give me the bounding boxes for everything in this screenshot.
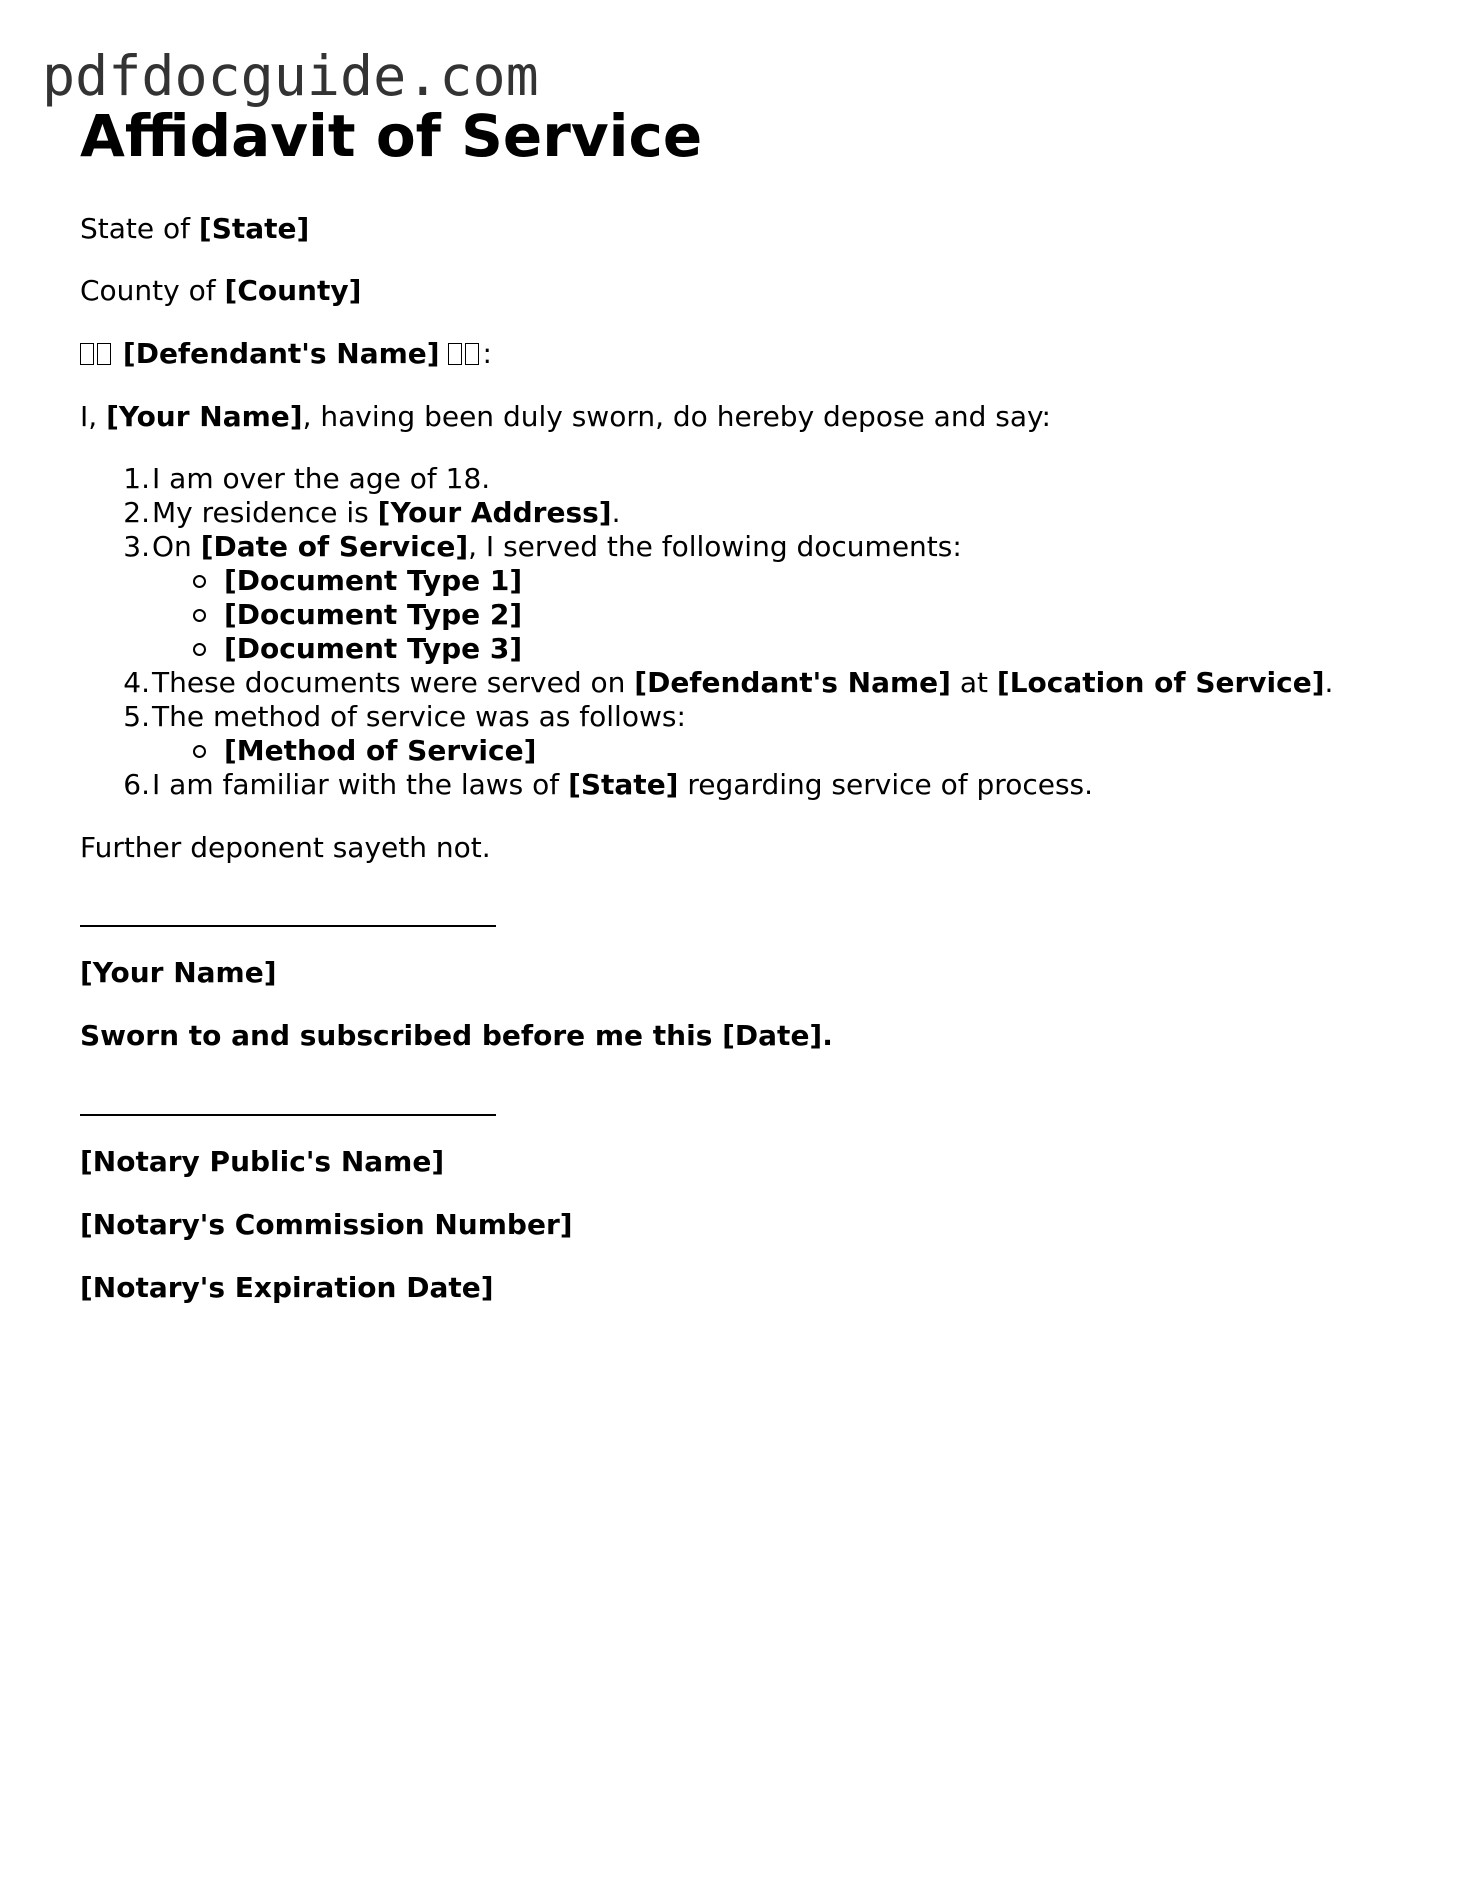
your-name-placeholder: [Your Name] <box>106 400 303 433</box>
signer-name-placeholder: [Your Name] <box>80 956 277 989</box>
missing-glyph-icon <box>97 343 111 365</box>
list-number: 1. <box>123 462 150 495</box>
circle-bullet-icon <box>193 575 206 588</box>
sworn-text: Sworn to and subscribed before me this [Date]. <box>80 1019 833 1052</box>
circle-bullet-icon <box>193 745 206 758</box>
list-item-text: The method of service was as follows: <box>152 700 686 733</box>
list-number: 2. <box>123 496 150 529</box>
list-number: 5. <box>123 700 150 733</box>
notary-expiration-placeholder: [Notary's Expiration Date] <box>80 1271 494 1304</box>
state-placeholder: [State] <box>568 768 679 801</box>
served-on-label: These documents were served on <box>152 666 635 699</box>
list-item-text <box>152 768 1093 802</box>
method-of-service-placeholder: [Method of Service] <box>224 734 537 767</box>
service-of-process-text: regarding service of process. <box>678 768 1094 801</box>
served-documents-text: , I served the following documents: <box>468 530 962 563</box>
sworn-statement <box>80 1019 833 1053</box>
state-line <box>80 212 309 246</box>
missing-glyph-icon <box>448 343 462 365</box>
notary-signature-line <box>80 1114 496 1116</box>
missing-glyph-icon <box>465 343 479 365</box>
notary-expiration <box>80 1271 494 1305</box>
address-placeholder: [Your Address] <box>377 496 612 529</box>
document-title: Affidavit of Service <box>80 102 703 170</box>
list-item-text <box>152 496 620 530</box>
residence-label: My residence is <box>152 496 378 529</box>
notary-commission <box>80 1208 573 1242</box>
circle-bullet-icon <box>193 643 206 656</box>
signer-name <box>80 956 277 990</box>
document-type-1-placeholder: [Document Type 1] <box>224 564 523 597</box>
county-line <box>80 274 361 308</box>
notary-name <box>80 1145 444 1179</box>
defendant-placeholder: [Defendant's Name] <box>122 337 440 370</box>
location-placeholder: [Location of Service] <box>996 666 1325 699</box>
list-number: 6. <box>123 768 150 801</box>
state-label: State of <box>80 212 199 245</box>
on-label: On <box>152 530 201 563</box>
intro-prefix: I, <box>80 400 107 433</box>
list-number: 3. <box>123 530 150 563</box>
defendant-name-placeholder: [Defendant's Name] <box>634 666 951 699</box>
intro-suffix: , having been duly sworn, do hereby depose and say: <box>302 400 1051 433</box>
defendant-line <box>80 337 492 371</box>
notary-commission-placeholder: [Notary's Commission Number] <box>80 1208 573 1241</box>
notary-name-placeholder: [Notary Public's Name] <box>80 1145 445 1178</box>
laws-label: I am familiar with the laws of <box>152 768 569 801</box>
circle-bullet-icon <box>193 609 206 622</box>
document-type-3-placeholder: [Document Type 3] <box>224 632 523 665</box>
missing-glyph-icon <box>80 343 94 365</box>
county-placeholder: [County] <box>224 274 362 307</box>
signature-line <box>80 925 496 927</box>
watermark-logo-text: pdfdocguide.com <box>42 44 539 108</box>
state-placeholder: [State] <box>198 212 310 245</box>
list-number: 4. <box>123 666 150 699</box>
at-label: at <box>950 666 997 699</box>
list-item-text <box>152 666 1333 700</box>
list-item-text: I am over the age of 18. <box>152 462 491 495</box>
list-item-text <box>152 530 962 564</box>
period: . <box>611 496 621 529</box>
county-label: County of <box>80 274 225 307</box>
date-of-service-placeholder: [Date of Service] <box>200 530 469 563</box>
document-type-2-placeholder: [Document Type 2] <box>224 598 523 631</box>
closing-statement: Further deponent sayeth not. <box>80 831 491 864</box>
intro-statement <box>80 400 1051 434</box>
period: . <box>1324 666 1334 699</box>
defendant-colon: : <box>482 337 492 370</box>
